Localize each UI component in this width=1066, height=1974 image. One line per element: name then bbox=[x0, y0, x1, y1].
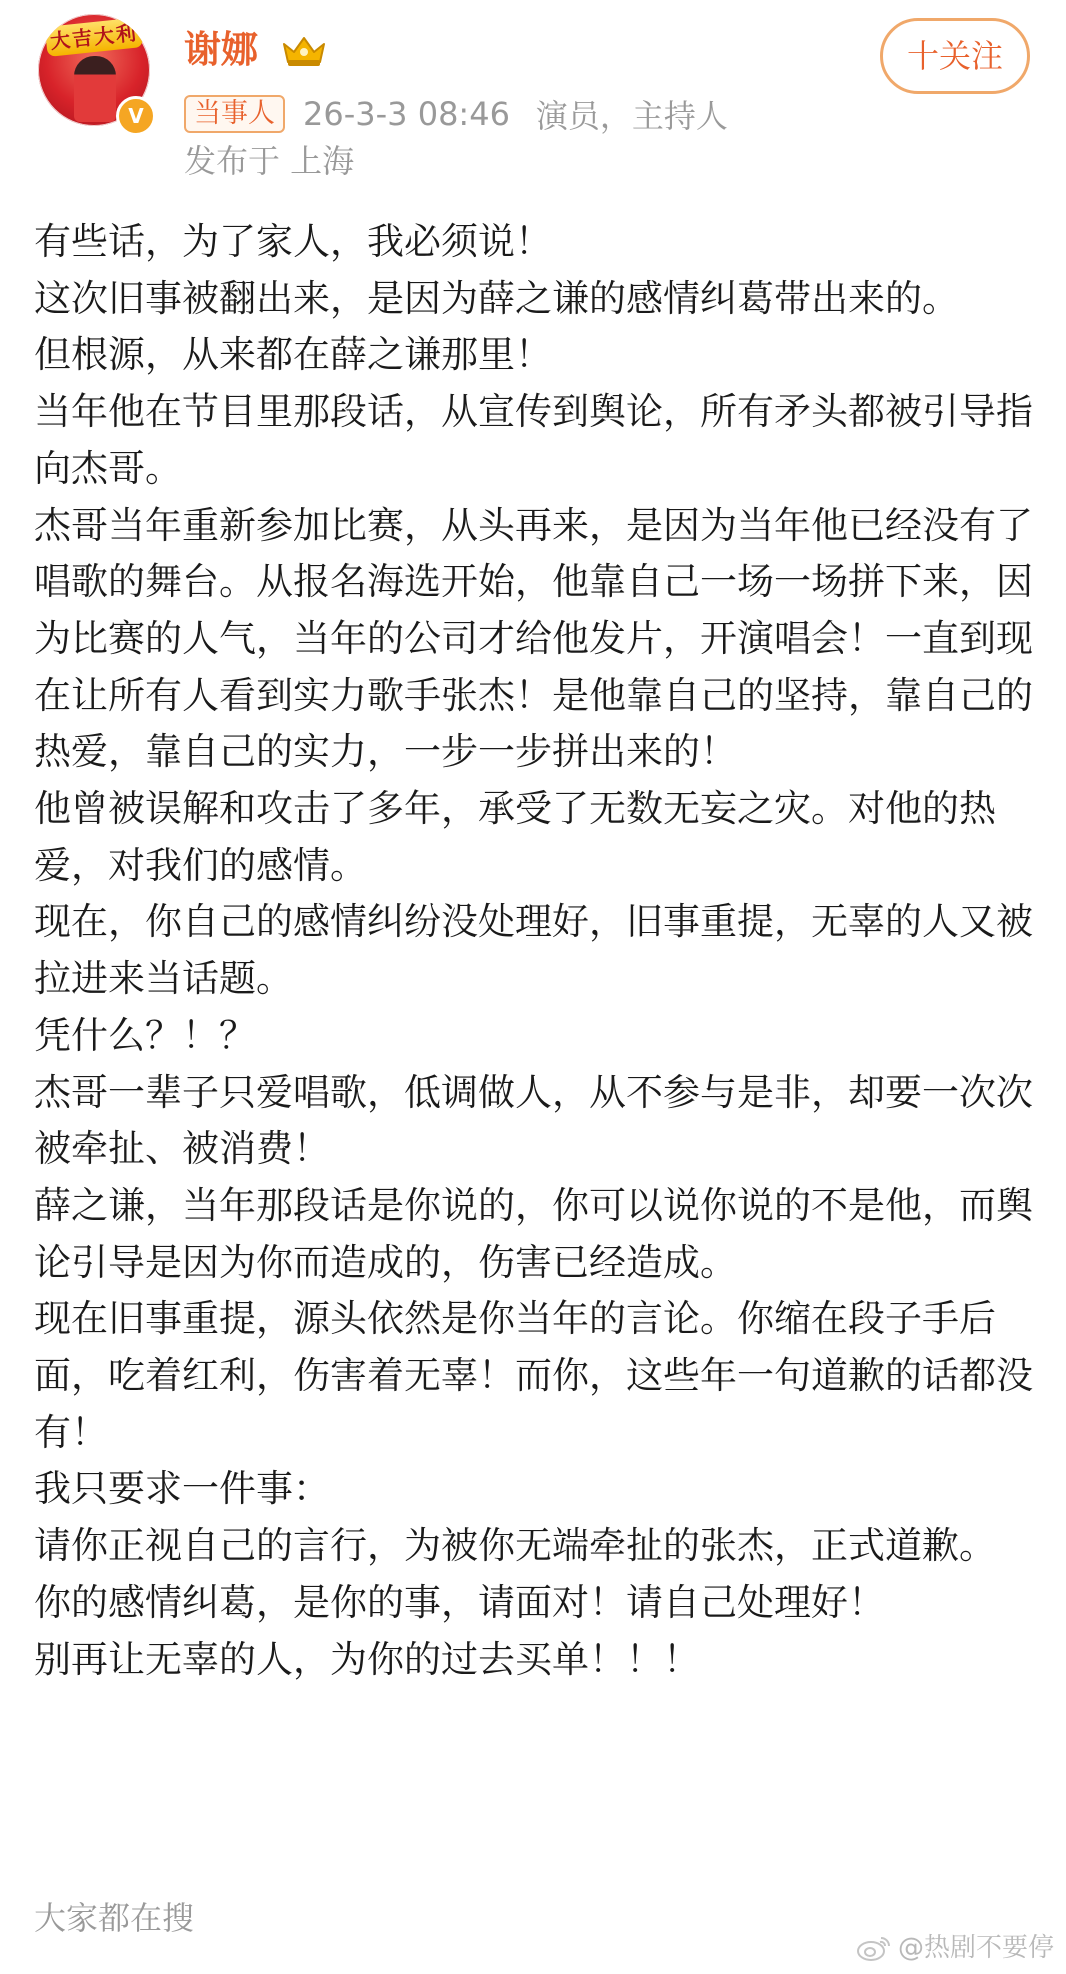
post-paragraph: 现在旧事重提，源头依然是你当年的言论。你缩在段子手后面，吃着红利，伤害着无辜！而你，这些年一句道歉的话都没有！ bbox=[34, 1297, 1033, 1454]
party-tag: 当事人 bbox=[184, 95, 285, 133]
avatar-figure bbox=[74, 56, 116, 122]
watermark bbox=[856, 1928, 1054, 1968]
avatar-banner: 大吉大利 bbox=[45, 17, 144, 57]
post-body bbox=[34, 214, 1034, 1688]
watermark-text: @热剧不要停 bbox=[897, 1933, 1054, 1963]
user-role: 演员，主持人 bbox=[535, 97, 728, 135]
post-paragraph: 这次旧事被翻出来，是因为薛之谦的感情纠葛带出来的。 bbox=[34, 276, 959, 320]
post-paragraph: 杰哥当年重新参加比赛，从头再来，是因为当年他已经没有了唱歌的舞台。从报名海选开始，他靠自己一场一场拼下来，因为比赛的人气，当年的公司才给他发片，开演唱会！一直到现在让所有人看到实力歌手张杰！是他靠自己的坚持，靠自己的热爱，靠自己的实力，一步一步拼出来的！ bbox=[34, 503, 1033, 774]
post-paragraph: 但根源，从来都在薛之谦那里！ bbox=[34, 333, 552, 377]
post-paragraph: 请你正视自己的言行，为被你无端牵扯的张杰，正式道歉。 bbox=[34, 1524, 996, 1568]
post-paragraph: 你的感情纠葛，是你的事，请面对！请自己处理好！ bbox=[34, 1580, 885, 1624]
post-paragraph: 凭什么？！？ bbox=[34, 1013, 256, 1057]
follow-button[interactable]: 十关注 bbox=[880, 18, 1030, 94]
post-header bbox=[0, 0, 1066, 190]
post-paragraph: 有些话，为了家人，我必须说！ bbox=[34, 220, 552, 263]
post-meta-row bbox=[184, 92, 728, 136]
crown-icon bbox=[280, 32, 328, 68]
post-paragraph: 我只要求一件事： bbox=[34, 1467, 330, 1511]
verified-v-icon: V bbox=[116, 96, 156, 136]
post-time: 26-3-3 08:46 bbox=[303, 95, 510, 133]
weibo-logo-icon bbox=[856, 1934, 892, 1962]
post-paragraph: 别再让无辜的人，为你的过去买单！！！ bbox=[34, 1637, 700, 1681]
post-paragraph: 他曾被误解和攻击了多年，承受了无数无妄之灾。对他的热爱，对我们的感情。 bbox=[34, 787, 996, 887]
post-paragraph: 薛之谦，当年那段话是你说的，你可以说你说的不是他，而舆论引导是因为你而造成的，伤害已经造成。 bbox=[34, 1183, 1033, 1284]
post-paragraph: 当年他在节目里那段话，从宣传到舆论，所有矛头都被引导指向杰哥。 bbox=[34, 390, 1033, 490]
post-paragraph: 杰哥一辈子只爱唱歌，低调做人，从不参与是非，却要一次次被牵扯、被消费！ bbox=[34, 1070, 1033, 1171]
user-name[interactable]: 谢娜 bbox=[184, 28, 258, 71]
trending-searches-label[interactable]: 大家都在搜 bbox=[34, 1899, 195, 1937]
post-paragraph: 现在，你自己的感情纠纷没处理好，旧事重提，无辜的人又被拉进来当话题。 bbox=[34, 900, 1033, 1001]
post-location: 发布于 上海 bbox=[184, 142, 355, 180]
